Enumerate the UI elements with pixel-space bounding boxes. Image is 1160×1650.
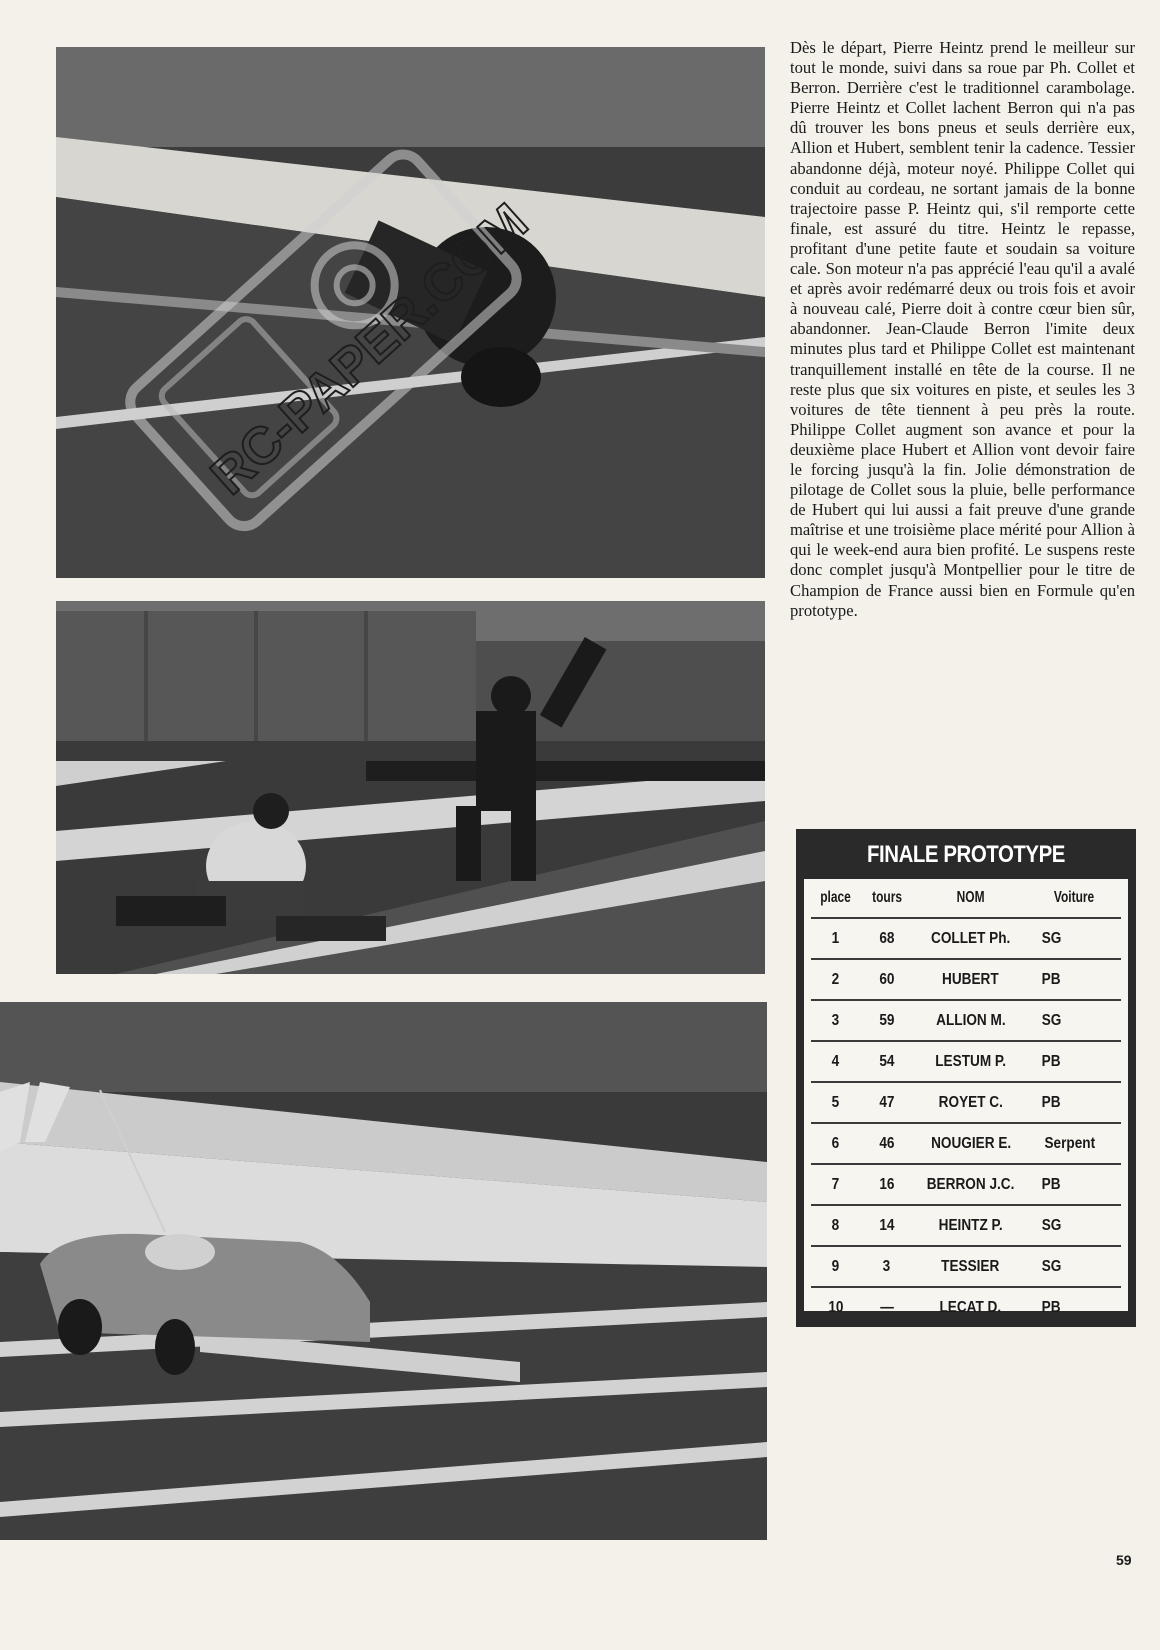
results-box [796,829,1136,1327]
cell-voiture: SG [1041,1216,1062,1234]
column-header-voiture: Voiture [1053,889,1095,906]
column-header-place: place [820,889,852,906]
cell-nom: TESSIER [941,1257,1000,1275]
photo-prototype-car-grid [0,1002,767,1540]
cell-tours: 60 [879,970,895,988]
table-row [811,1205,1121,1246]
cell-place: 1 [832,929,840,947]
cell-voiture: PB [1041,970,1061,988]
column-header-nom: NOM [956,889,985,906]
cell-place: 2 [832,970,840,988]
table-row [811,959,1121,1000]
cell-place: 6 [832,1134,840,1152]
cell-voiture: PB [1041,1052,1061,1070]
cell-nom: LESTUM P. [935,1052,1007,1070]
cell-tours: 47 [879,1093,895,1111]
table-row [811,1164,1121,1205]
cell-voiture: PB [1041,1175,1061,1193]
cell-nom: HUBERT [942,970,999,988]
table-row [811,1123,1121,1164]
cell-tours: 46 [879,1134,895,1152]
cell-tours: 59 [879,1011,895,1029]
table-row [811,1082,1121,1123]
cell-nom: BERRON J.C. [926,1175,1015,1193]
cell-place: 3 [832,1011,840,1029]
article-paragraph: Dès le départ, Pierre Heintz prend le meilleur sur tout le monde, suivi dans sa roue par Ph. Collet et Berron. Derrière c'est le traditionnel carambolage. Pierre Heintz et Collet lachent Berron qui n'a pas dû trouver les bons pneus et seuls derrière eux, Allion et Hubert, semblent tenir la cadence. Tessier abandonne déjà, moteur noyé. Philippe Collet qui conduit au cordeau, ne sortant jamais de la bonne trajectoire passe P. Heintz qui, s'il remporte cette finale, est assuré du titre. Heintz le repasse, profitant d'une petite faute et soudain sa voiture cale. Son moteur n'a pas apprécié l'eau qu'il a avalé et après avoir redémarré deux ou trois fois et avoir à nouveau calé, Pierre doit à contre cœur bien sûr, abandonner. Jean-Claude Berron l'imite deux minutes plus tard et Philippe Collet est maintenant tranquillement installé en tête de la course. Il ne reste plus que six voitures en piste, et seules les 3 voitures de tête tiennent à peu près la route. Philippe Collet augment son avance et pour la deuxième place Hubert et Allion vont devoir faire le forcing jusqu'à la fin. Jolie démonstration de pilotage de Collet sous la pluie, belle performance de Hubert qui lui aussi a fait preuve d'une grande maîtrise et une troisième place mérité pour Allion à qui le week-end aura bien profité. Le suspens reste donc complet jusqu'à Montpellier pour le titre de Champion de France aussi bien en Formule qu'en prototype. [790,38,1135,620]
cell-tours: 14 [879,1216,895,1234]
results-table-area [804,879,1128,1316]
watermark-text: RC-PAPER.COM [200,192,539,506]
table-row [811,1246,1121,1287]
cell-tours: 54 [879,1052,895,1070]
page-number: 59 [1116,1552,1132,1568]
column-header-tours: tours [871,889,902,906]
photo-race-car-wet-track [56,47,765,578]
cell-place: 8 [832,1216,840,1234]
cell-nom: ALLION M. [935,1011,1006,1029]
cell-place: 4 [832,1052,840,1070]
cell-place: 5 [832,1093,840,1111]
cell-nom: COLLET Ph. [930,929,1011,947]
cell-nom: HEINTZ P. [938,1216,1003,1234]
cell-tours: — [880,1298,894,1316]
cell-tours: 3 [883,1257,891,1275]
cell-voiture: SG [1041,1257,1062,1275]
cell-nom: ROYET C. [938,1093,1003,1111]
cell-place: 10 [828,1298,844,1316]
cell-place: 7 [832,1175,840,1193]
table-row [811,918,1121,959]
table-row [811,1041,1121,1082]
photo-drivers-trackside [56,601,765,974]
cell-nom: NOUGIER E. [930,1134,1011,1152]
cell-place: 9 [832,1257,840,1275]
article-text [790,38,1135,621]
cell-voiture: PB [1041,1093,1061,1111]
cell-tours: 16 [879,1175,895,1193]
cell-voiture: PB [1041,1298,1061,1316]
table-row [811,1287,1121,1327]
cell-voiture: SG [1041,1011,1062,1029]
cell-voiture: SG [1041,929,1062,947]
cell-tours: 68 [879,929,895,947]
table-row [811,1000,1121,1041]
table-header-row [811,879,1121,918]
cell-nom: LECAT D. [939,1298,1002,1316]
cell-voiture: Serpent [1044,1134,1096,1152]
results-title: FINALE PROTOTYPE [867,841,1065,868]
results-table [811,879,1121,1327]
